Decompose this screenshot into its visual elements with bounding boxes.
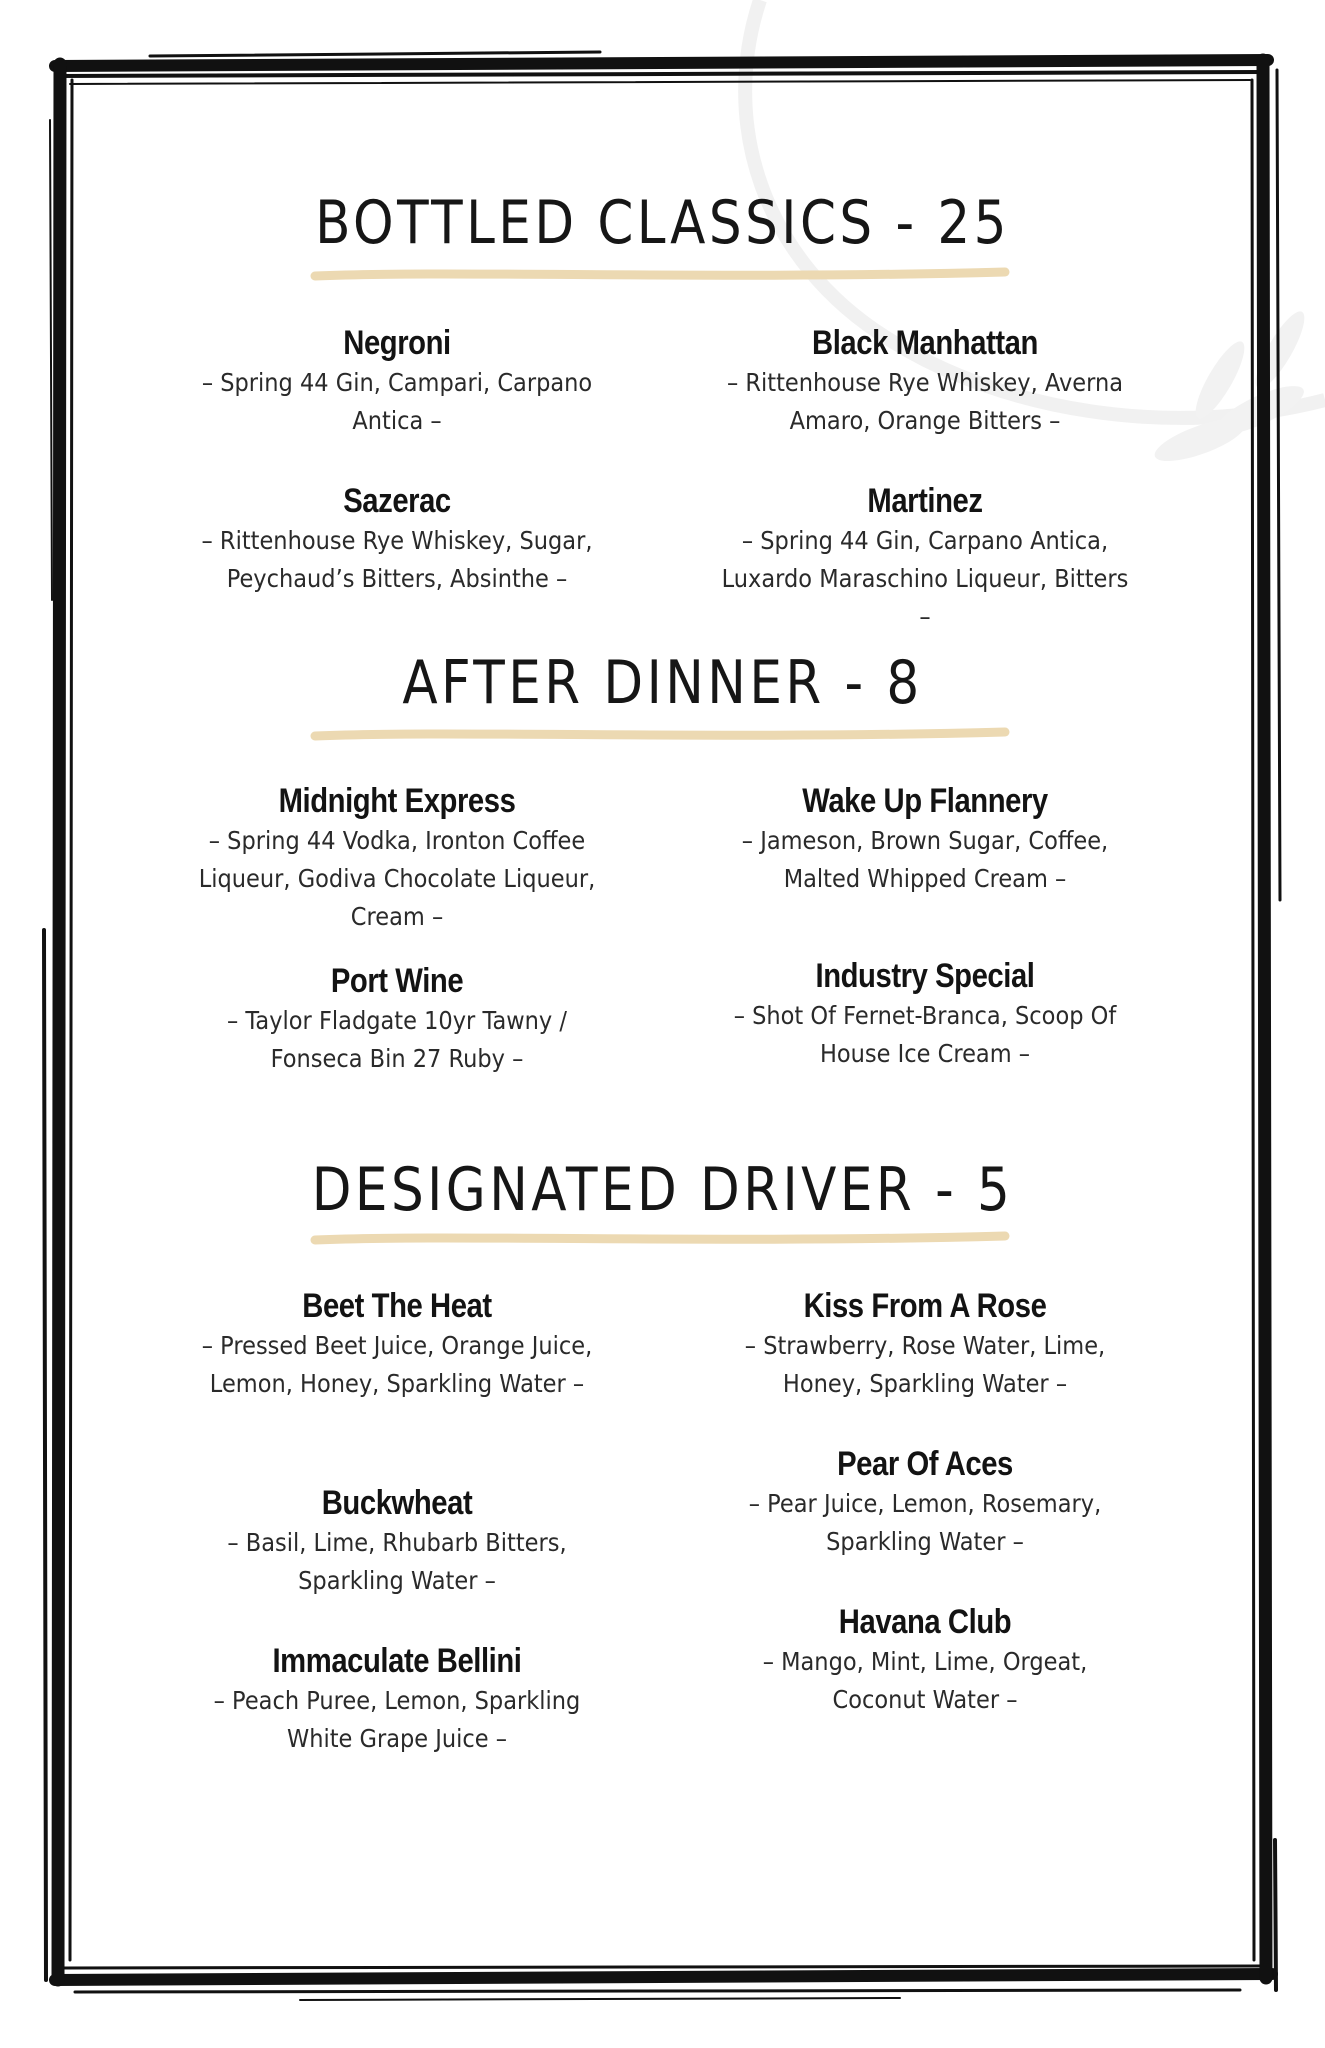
item-name: Pear Of Aces [837, 1445, 1013, 1483]
menu-item-industry-special [690, 955, 1160, 1073]
section-title-after-dinner: AFTER DINNER - 8 [402, 648, 923, 718]
item-name: Buckwheat [321, 1484, 473, 1522]
item-name: Midnight Express [278, 782, 516, 820]
menu-item-midnight-express [162, 780, 632, 936]
menu-item-sazerac [162, 480, 632, 598]
item-description: – Spring 44 Vodka, Ironton Coffee Liqueur, Godiva Chocolate Liqueur, Cream – [198, 826, 596, 931]
menu-item-buckwheat [162, 1482, 632, 1600]
section-underline [310, 1228, 1010, 1250]
item-description: – Shot Of Fernet-Branca, Scoop Of House Ice Cream – [733, 1001, 1117, 1068]
menu-item-wake-up-flannery [690, 780, 1160, 898]
item-name: Beet The Heat [302, 1287, 492, 1325]
menu-item-immaculate-bellini [162, 1640, 632, 1758]
item-name: Sazerac [343, 482, 451, 520]
item-description: – Rittenhouse Rye Whiskey, Averna Amaro, Orange Bitters – [726, 368, 1124, 435]
item-name: Martinez [867, 482, 983, 520]
item-name: Port Wine [330, 962, 464, 1000]
menu-item-port-wine [162, 960, 632, 1078]
section-title-bottled-classics: BOTTLED CLASSICS - 25 [315, 188, 1010, 258]
item-description: – Strawberry, Rose Water, Lime, Honey, Sparkling Water – [744, 1331, 1106, 1398]
item-description: – Spring 44 Gin, Carpano Antica, Luxardo Maraschino Liqueur, Bitters – [721, 526, 1129, 631]
item-name: Kiss From A Rose [803, 1287, 1047, 1325]
item-name: Immaculate Bellini [272, 1642, 522, 1680]
item-name: Havana Club [838, 1603, 1012, 1641]
menu-item-beet-the-heat [162, 1285, 632, 1403]
item-description: – Rittenhouse Rye Whiskey, Sugar, Peychaud’s Bitters, Absinthe – [201, 526, 593, 593]
item-description: – Spring 44 Gin, Campari, Carpano Antica – [201, 368, 593, 435]
item-name: Wake Up Flannery [802, 782, 1048, 820]
menu-item-pear-of-aces [690, 1443, 1160, 1561]
section-underline [310, 264, 1010, 286]
item-description: – Jameson, Brown Sugar, Coffee, Malted Whipped Cream – [741, 826, 1109, 893]
menu-item-kiss-from-a-rose [690, 1285, 1160, 1403]
item-description: – Taylor Fladgate 10yr Tawny / Fonseca Bin 27 Ruby – [227, 1006, 567, 1073]
item-description: – Mango, Mint, Lime, Orgeat, Coconut Water – [762, 1647, 1088, 1714]
item-name: Industry Special [815, 957, 1035, 995]
wheat-watermark-icon [700, 0, 1325, 520]
menu-item-black-manhattan [690, 322, 1160, 440]
section-underline [310, 724, 1010, 746]
item-name: Negroni [343, 324, 451, 362]
menu-item-martinez [690, 480, 1160, 636]
item-description: – Pear Juice, Lemon, Rosemary, Sparkling Water – [748, 1489, 1102, 1556]
item-name: Black Manhattan [812, 324, 1038, 362]
menu-item-negroni [162, 322, 632, 440]
item-description: – Pressed Beet Juice, Orange Juice, Lemon, Honey, Sparkling Water – [201, 1331, 593, 1398]
item-description: – Basil, Lime, Rhubarb Bitters, Sparkling Water – [227, 1528, 567, 1595]
section-title-designated-driver: DESIGNATED DRIVER - 5 [311, 1155, 1014, 1225]
item-description: – Peach Puree, Lemon, Sparkling White Grape Juice – [213, 1686, 581, 1753]
menu-item-havana-club [690, 1601, 1160, 1719]
